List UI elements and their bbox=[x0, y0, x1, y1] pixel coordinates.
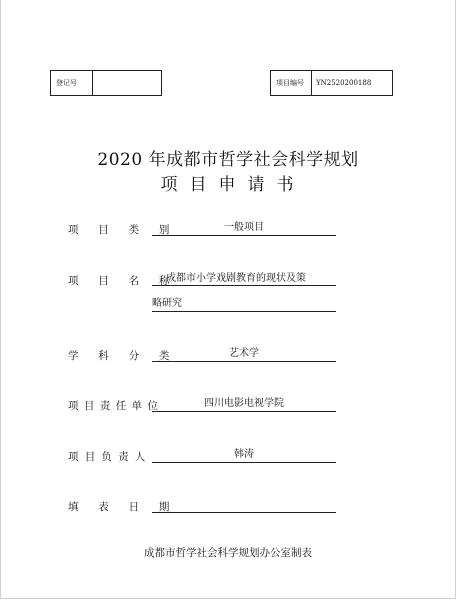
discipline-label: 学科分类 bbox=[68, 350, 190, 362]
registration-value[interactable] bbox=[93, 71, 101, 95]
name-value-line2[interactable]: 略研究 bbox=[152, 297, 336, 312]
category-label: 项目类别 bbox=[68, 224, 190, 236]
date-label: 填表日期 bbox=[68, 501, 190, 513]
date-value[interactable] bbox=[152, 498, 336, 513]
footer-note: 成都市哲学社会科学规划办公室制表 bbox=[144, 547, 312, 559]
name-label: 项目名称 bbox=[68, 275, 190, 287]
project-number-value[interactable]: YN2520200188 bbox=[316, 79, 372, 87]
project-number-box bbox=[270, 70, 393, 96]
discipline-value[interactable]: 艺术学 bbox=[152, 347, 336, 362]
document-title: 2020 年成都市哲学社会科学规划 bbox=[97, 150, 359, 170]
unit-value[interactable]: 四川电影电视学院 bbox=[152, 397, 336, 412]
leader-label: 项目负责人 bbox=[68, 451, 152, 463]
project-number-label: 项目编号 bbox=[271, 71, 312, 95]
registration-box bbox=[50, 70, 162, 96]
leader-value[interactable]: 韩涛 bbox=[152, 448, 336, 463]
registration-label: 登记号 bbox=[51, 71, 93, 95]
document-subtitle: 项目申请书 bbox=[160, 175, 306, 195]
category-value[interactable]: 一般项目 bbox=[152, 221, 336, 236]
name-value-line1[interactable]: 成都市小学戏剧教育的现状及策 bbox=[152, 272, 336, 286]
unit-label: 项目责任单位 bbox=[68, 400, 164, 412]
